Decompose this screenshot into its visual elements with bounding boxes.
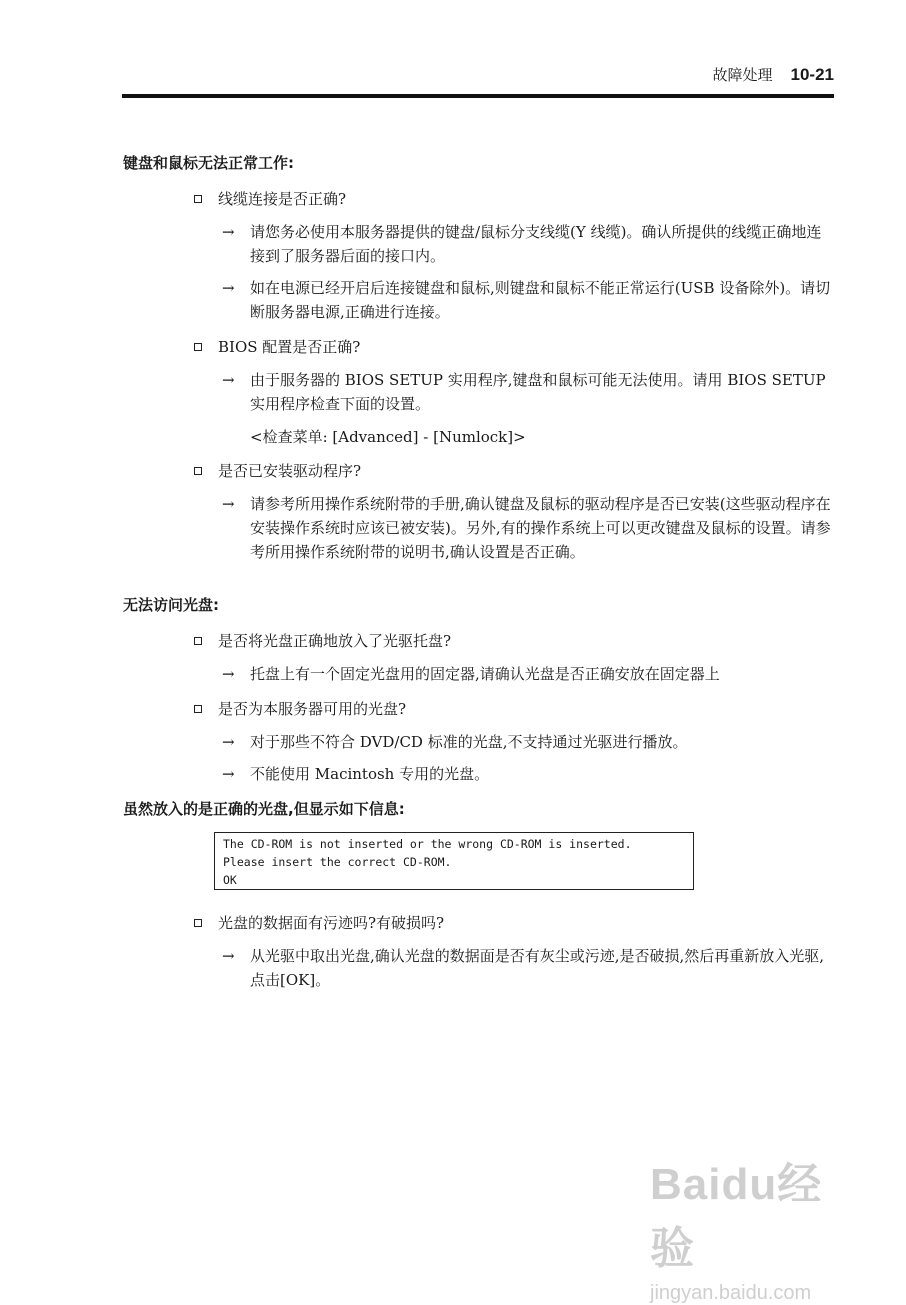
- section-title-keyboard: 键盘和鼠标无法正常工作:: [123, 154, 294, 172]
- baidu-watermark: [650, 1148, 850, 1304]
- arrow-icon: →: [222, 495, 235, 513]
- arrow-icon: →: [222, 665, 235, 683]
- arrow-icon: →: [222, 765, 235, 783]
- question-cd-compatible: 是否为本服务器可用的光盘?: [194, 698, 406, 719]
- arrow-icon: →: [222, 733, 235, 751]
- header-rule: [122, 94, 834, 98]
- chapter-title: 故障处理: [712, 66, 773, 84]
- checkbox-bullet-icon: [194, 343, 202, 351]
- checkbox-bullet-icon: [194, 637, 202, 645]
- arrow-icon: →: [222, 279, 235, 297]
- answer-cable-2: → 如在电源已经开启后连接键盘和鼠标,则键盘和鼠标不能正常运行(USB 设备除外)。请切断服务器电源,正确进行连接。: [222, 276, 834, 324]
- error-message-box: [214, 832, 694, 890]
- page-header: [713, 64, 835, 85]
- message-line: The CD-ROM is not inserted or the wrong CD-ROM is inserted.: [223, 837, 632, 851]
- watermark-brand: Baidu经验: [650, 1160, 823, 1273]
- question-cable: 线缆连接是否正确?: [194, 188, 346, 209]
- checkbox-bullet-icon: [194, 195, 202, 203]
- arrow-icon: →: [222, 223, 235, 241]
- question-cd-tray: 是否将光盘正确地放入了光驱托盘?: [194, 630, 451, 651]
- answer-driver-1: → 请参考所用操作系统附带的手册,确认键盘及鼠标的驱动程序是否已安装(这些驱动程序在安装操作系统时应该已被安装)。另外,有的操作系统上可以更改键盘及鼠标的设置。请参考所用操作系统附带的说明书,确认设置是否正确。: [222, 492, 834, 564]
- checkbox-bullet-icon: [194, 467, 202, 475]
- arrow-icon: →: [222, 371, 235, 389]
- section-title-message: 虽然放入的是正确的光盘,但显示如下信息:: [123, 800, 405, 818]
- page-number: 10-21: [790, 65, 834, 84]
- answer-cable-1: → 请您务必使用本服务器提供的键盘/鼠标分支线缆(Y 线缆)。确认所提供的线缆正确地连接到了服务器后面的接口内。: [222, 220, 834, 268]
- message-line: OK: [223, 873, 237, 887]
- checkbox-bullet-icon: [194, 919, 202, 927]
- checkbox-bullet-icon: [194, 705, 202, 713]
- answer-cd-compatible-2: → 不能使用 Macintosh 专用的光盘。: [222, 762, 834, 786]
- watermark-url: jingyan.baidu.com: [650, 1282, 812, 1304]
- arrow-icon: →: [222, 947, 235, 965]
- question-bios: BIOS 配置是否正确?: [194, 336, 360, 357]
- question-driver: 是否已安装驱动程序?: [194, 460, 361, 481]
- answer-cd-compatible-1: → 对于那些不符合 DVD/CD 标准的光盘,不支持通过光驱进行播放。: [222, 730, 834, 754]
- question-cd-dirty: 光盘的数据面有污迹吗?有破损吗?: [194, 912, 444, 933]
- answer-cd-dirty-1: → 从光驱中取出光盘,确认光盘的数据面是否有灰尘或污迹,是否破损,然后再重新放入光驱,点击[OK]。: [222, 944, 834, 992]
- answer-cd-tray-1: → 托盘上有一个固定光盘用的固定器,请确认光盘是否正确安放在固定器上: [222, 662, 834, 686]
- bios-menu-path: <检查菜单: [Advanced] - [Numlock]>: [250, 428, 526, 446]
- answer-bios-1: → 由于服务器的 BIOS SETUP 实用程序,键盘和鼠标可能无法使用。请用 BIOS SETUP 实用程序检查下面的设置。: [222, 368, 834, 416]
- message-line: Please insert the correct CD-ROM.: [223, 855, 452, 869]
- section-title-cd: 无法访问光盘:: [123, 596, 219, 614]
